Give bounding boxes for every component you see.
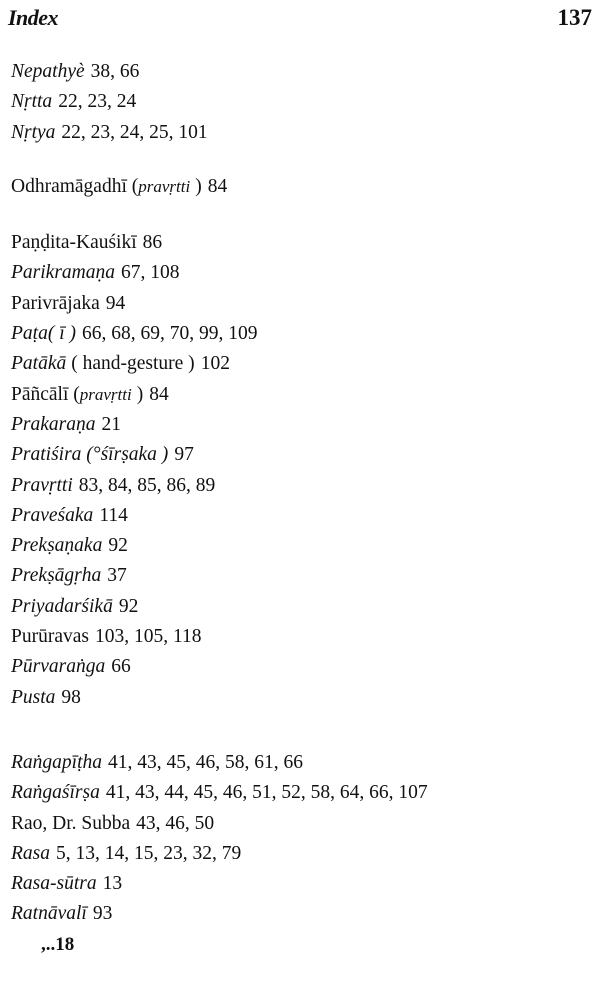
index-entry — [11, 683, 596, 713]
entry-heading: Parikramaṇa — [11, 262, 115, 284]
entry-heading: Nepathyè — [11, 61, 85, 82]
entry-heading: Priyadarśikā — [11, 595, 113, 617]
index-entry — [11, 319, 596, 349]
index-entry — [11, 380, 596, 410]
entry-heading: Prekṣāgṛha — [11, 565, 102, 587]
entry-page-refs: 84 — [149, 383, 169, 405]
index-entry — [11, 471, 596, 501]
entry-qualifier: ( hand-gesture ) — [71, 353, 195, 375]
entry-page-refs: 22, 23, 24, 25, 101 — [61, 121, 208, 143]
index-entry — [11, 118, 596, 148]
entry-page-refs: 94 — [105, 292, 126, 314]
entry-page-refs: 67, 108 — [121, 262, 180, 284]
entry-page-refs: 5, 13, 14, 15, 23, 32, 79 — [56, 842, 242, 864]
entry-page-refs: 66 — [111, 656, 131, 678]
entry-heading: Patākā — [11, 353, 67, 375]
index-entry — [11, 501, 596, 531]
index-entry — [11, 87, 596, 117]
index-entry — [11, 778, 596, 808]
entry-heading: Prakaraṇa — [11, 413, 96, 435]
entry-qualifier: ) — [195, 175, 202, 197]
index-entry — [11, 652, 596, 682]
index-entry — [11, 440, 596, 470]
entry-subheading: pravṛtti — [79, 384, 132, 404]
entry-heading: Rao, Dr. Subba — [11, 812, 131, 834]
entry-heading: Rasa-sūtra — [11, 873, 97, 895]
entry-heading: Purūravas — [11, 626, 89, 648]
index-group — [11, 57, 596, 148]
entry-heading: Raṅgapīṭha — [11, 751, 102, 773]
index-entry — [11, 172, 596, 202]
entry-heading: Rasa — [11, 842, 50, 864]
index-entry — [11, 869, 596, 899]
entry-page-refs: 102 — [200, 353, 230, 375]
entry-page-refs: 41, 43, 44, 45, 46, 51, 52, 58, 64, 66, 107 — [105, 782, 428, 804]
index-entry — [11, 289, 596, 319]
index-entry — [11, 410, 596, 440]
entry-qualifier: ) — [136, 383, 144, 405]
entry-page-refs: 92 — [118, 595, 139, 617]
index-group — [11, 172, 596, 202]
entry-page-refs: 21 — [101, 413, 121, 435]
index-group — [11, 748, 596, 930]
entry-page-refs: 92 — [108, 535, 128, 557]
index-entry — [11, 531, 596, 561]
entry-heading: Praveśaka — [11, 504, 94, 526]
entry-heading: Raṅgaśīrṣa — [11, 782, 100, 804]
page-header — [8, 0, 592, 36]
page-number: 137 — [557, 5, 592, 30]
continuation-marker: ,..18 — [41, 933, 75, 955]
index-entry — [11, 561, 596, 591]
entry-heading: Pāñcālī ( — [11, 383, 80, 405]
entry-page-refs: 13 — [102, 873, 123, 895]
entry-heading: Nṛtya — [11, 121, 56, 143]
entry-page-refs: 66, 68, 69, 70, 99, 109 — [81, 323, 258, 345]
index-entry — [11, 839, 596, 869]
entry-heading: Ratnāvalī — [11, 903, 87, 925]
entry-page-refs: 103, 105, 118 — [94, 626, 202, 648]
entry-page-refs: 37 — [107, 565, 127, 587]
entry-heading: Nṛtta — [11, 91, 53, 113]
entry-page-refs: 97 — [174, 444, 194, 466]
entry-heading: Pravṛtti — [11, 474, 73, 496]
entry-heading: Paṭa( ī ) — [11, 323, 76, 345]
entry-heading: Pusta — [11, 686, 56, 708]
entry-page-refs: 84 — [207, 175, 228, 197]
index-entry — [11, 258, 596, 288]
entry-page-refs: 93 — [92, 903, 113, 925]
entry-page-refs: 22, 23, 24 — [58, 91, 137, 113]
entry-heading: Odhramāgadhī ( — [11, 175, 139, 197]
entry-page-refs: 38, 66 — [90, 61, 140, 82]
entry-heading: Prekṣaṇaka — [11, 535, 103, 557]
entry-page-refs: 43, 46, 50 — [136, 812, 215, 834]
entry-subheading: pravṛtti — [138, 176, 191, 196]
index-entry — [11, 349, 596, 379]
entry-page-refs: 114 — [99, 504, 128, 526]
entry-heading: Pratiśira (°śīrṣaka ) — [11, 444, 169, 466]
index-entry — [11, 228, 596, 258]
entry-heading: Parivrājaka — [11, 292, 100, 314]
entry-page-refs: 83, 84, 85, 86, 89 — [78, 474, 216, 496]
entry-heading: Pūrvaraṅga — [11, 656, 106, 678]
index-entry — [11, 592, 596, 622]
index-entry — [11, 622, 596, 652]
entry-page-refs: 41, 43, 45, 46, 58, 61, 66 — [108, 751, 303, 773]
index-group — [11, 228, 596, 713]
entry-page-refs: 98 — [61, 686, 81, 708]
entry-heading: Paṇḍita-Kauśikī — [11, 232, 137, 254]
index-entry — [11, 57, 596, 87]
index-entry — [11, 748, 596, 778]
entry-page-refs: 86 — [142, 232, 163, 254]
page-title: Index — [8, 5, 59, 30]
index-entry — [11, 809, 596, 839]
index-entries — [11, 57, 596, 960]
index-entry — [11, 899, 596, 929]
